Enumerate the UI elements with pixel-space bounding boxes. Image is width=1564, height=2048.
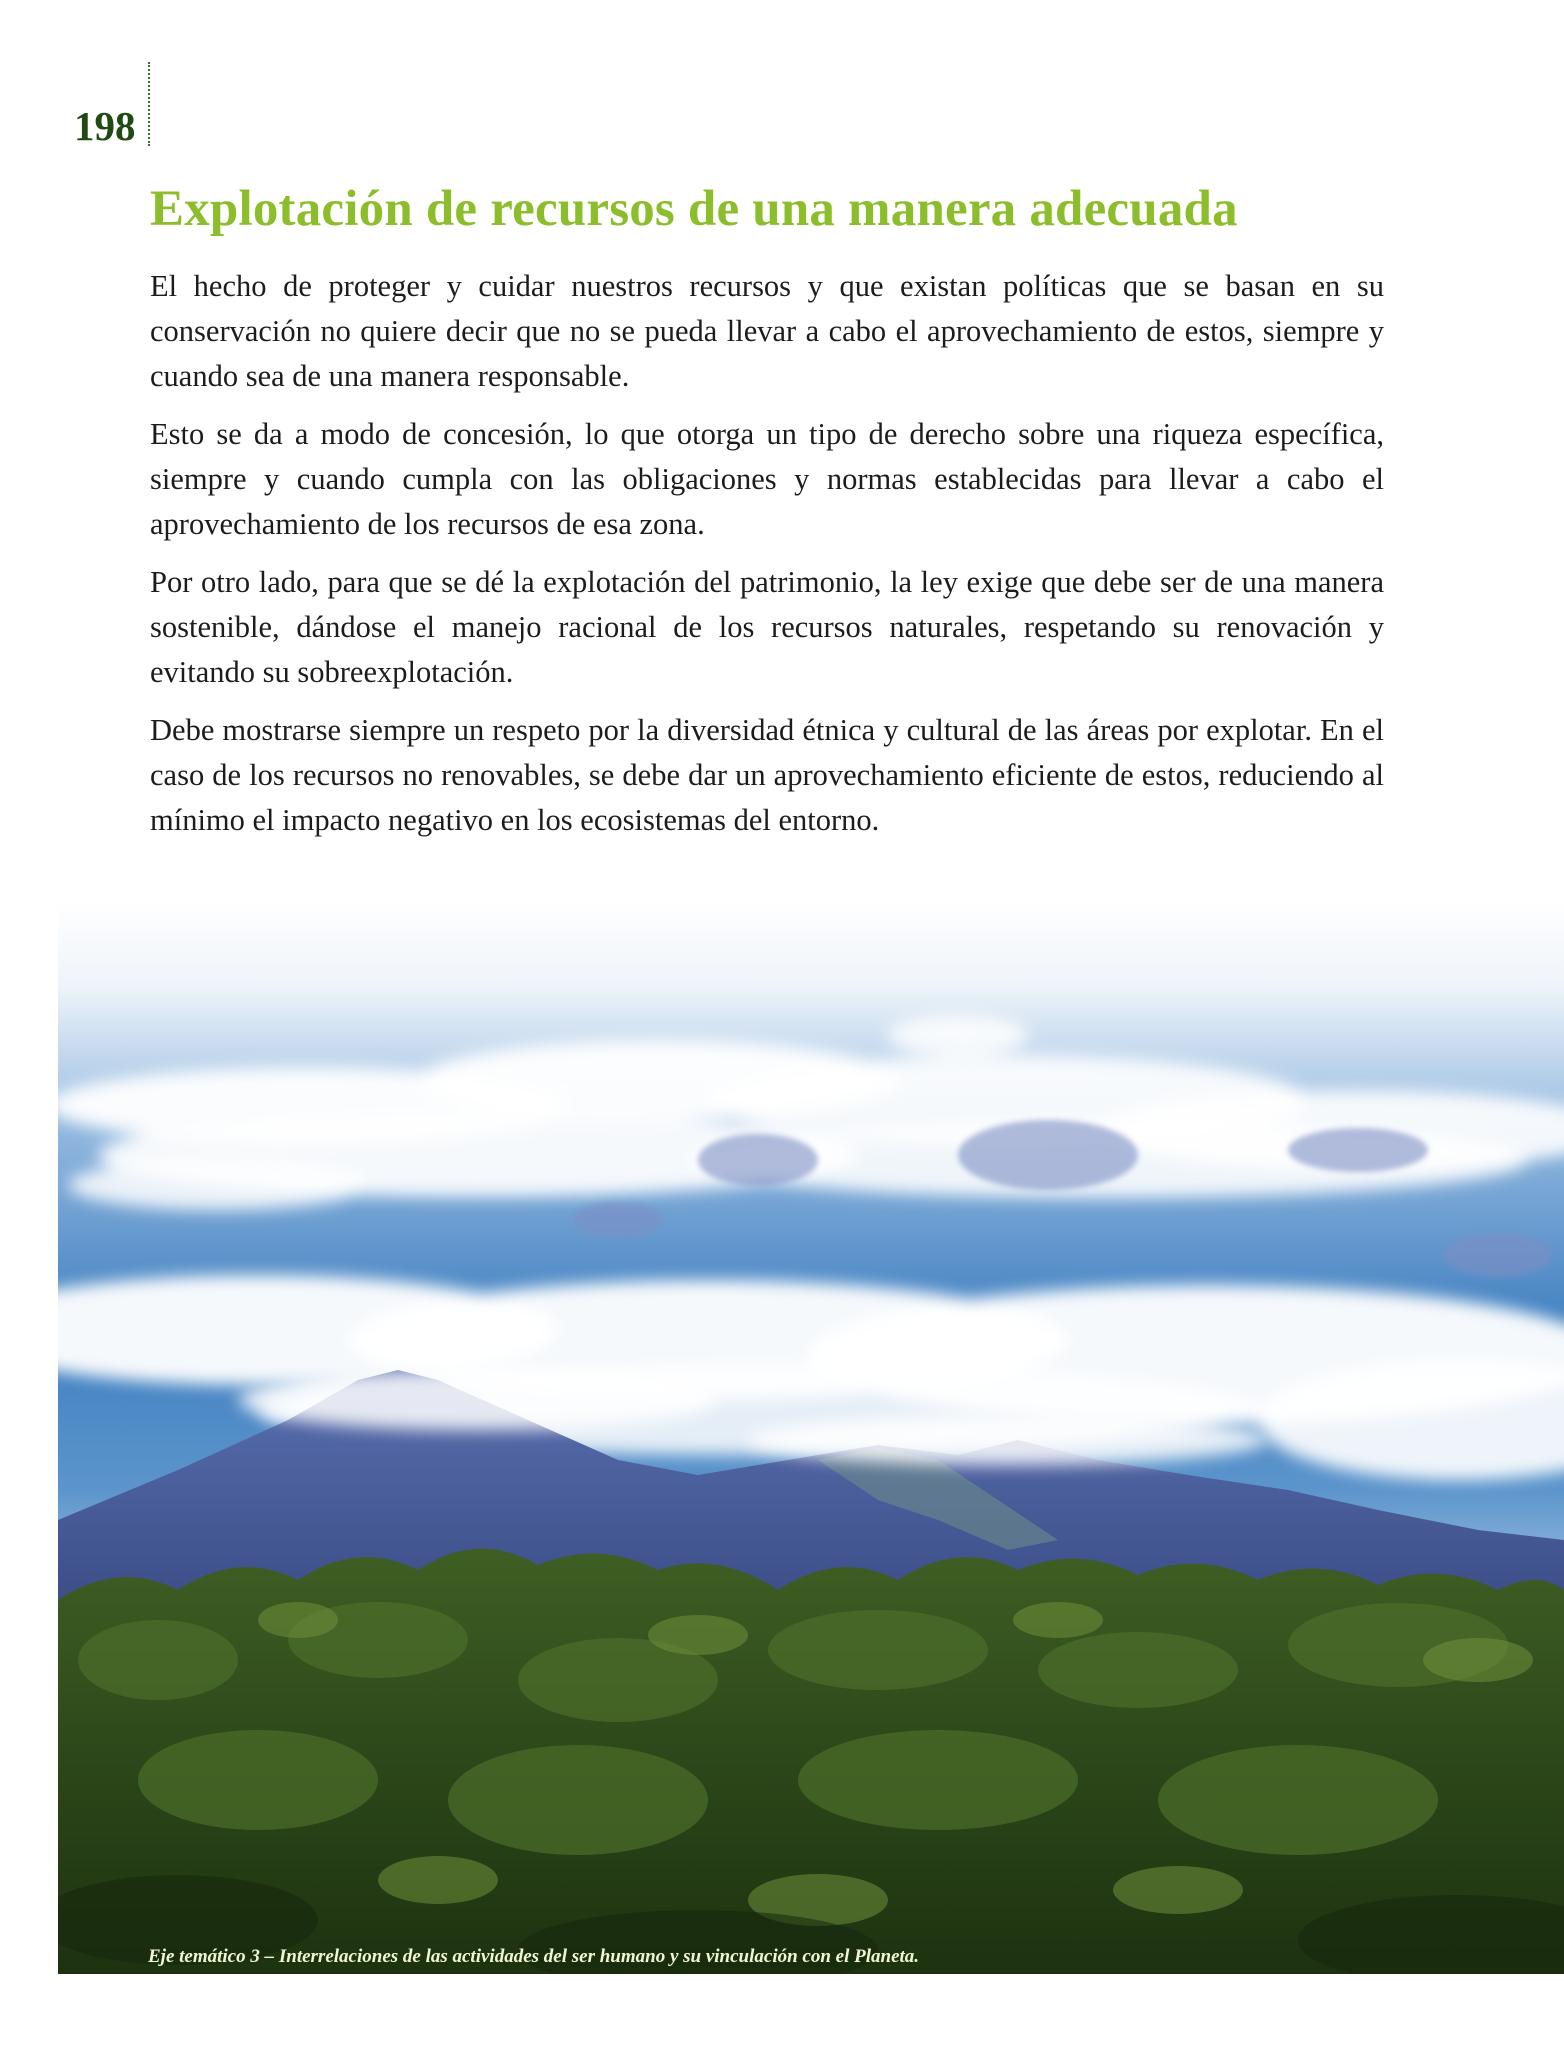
paragraph-2: Esto se da a modo de concesión, lo que otorga un tipo de derecho sobre una riqueza específica, siempre y cuando cumpla con las obligaciones y normas establecidas para llevar a cabo el aprovechamiento de los recursos de esa zona. <box>150 417 1384 541</box>
body-text <box>150 264 1384 856</box>
section-title: Explotación de recursos de una manera adecuada <box>150 181 1238 237</box>
landscape-illustration <box>58 900 1564 1974</box>
footer-caption: Eje temático 3 – Interrelaciones de las actividades del ser humano y su vinculación con el Planeta. <box>148 1946 920 1967</box>
paragraph-1: El hecho de proteger y cuidar nuestros recursos y que existan políticas que se basan en su conservación no quiere decir que no se pueda llevar a cabo el aprovechamiento de estos, siempre y cuando sea de una manera responsable. <box>150 269 1384 393</box>
paragraph-4: Debe mostrarse siempre un respeto por la diversidad étnica y cultural de las áreas por explotar. En el caso de los recursos no renovables, se debe dar un aprovechamiento eficiente de estos, reduciendo al mínimo el impacto negativo en los ecosistemas del entorno. <box>150 713 1384 837</box>
landscape-photo <box>58 900 1564 1974</box>
page-number: 198 <box>74 103 136 149</box>
page-number-rule <box>148 62 150 146</box>
paragraph-3: Por otro lado, para que se dé la explotación del patrimonio, la ley exige que debe ser de una manera sostenible, dándose el manejo racional de los recursos naturales, respetando su renovación y evitando su sobreexplotación. <box>150 565 1384 689</box>
